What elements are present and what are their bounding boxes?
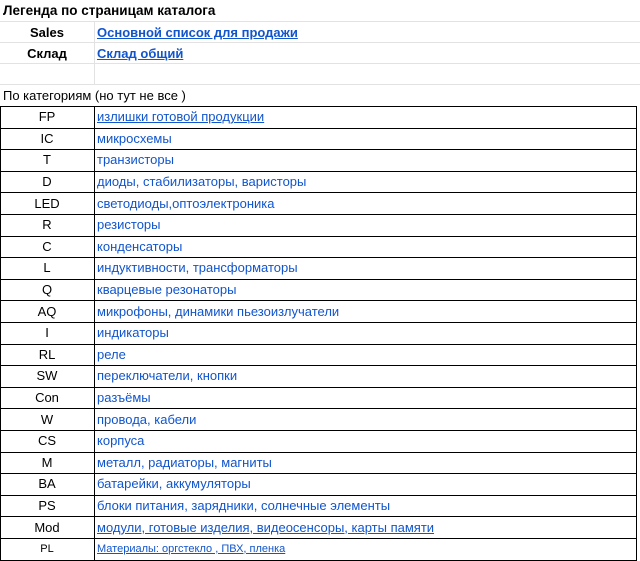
category-row <box>0 279 640 301</box>
table-border <box>0 430 637 431</box>
category-description[interactable]: Материалы: оргстекло , ПВХ, пленка <box>97 542 286 555</box>
table-border <box>0 257 637 258</box>
category-row <box>0 365 640 387</box>
table-border <box>0 538 637 539</box>
category-code: BA <box>38 476 56 492</box>
category-description[interactable]: модули, готовые изделия, видеосенсоры, карты памяти <box>97 519 435 535</box>
category-row <box>0 106 640 128</box>
table-border <box>0 214 637 215</box>
table-border <box>94 106 95 561</box>
category-code: Mod <box>34 519 60 535</box>
category-description: реле <box>97 346 126 362</box>
category-code: SW <box>36 368 58 384</box>
category-code: L <box>43 260 51 276</box>
category-row <box>0 300 640 322</box>
table-border <box>0 322 637 323</box>
header-code-sklad: Склад <box>27 46 67 61</box>
category-row <box>0 236 640 258</box>
category-code: PS <box>38 498 56 514</box>
category-row <box>0 257 640 279</box>
sklad-link[interactable]: Склад общий <box>97 46 184 61</box>
category-code: D <box>42 174 52 190</box>
table-border <box>0 192 637 193</box>
category-description: микросхемы <box>97 130 172 146</box>
page-title: Легенда по страницам каталога <box>3 3 216 18</box>
header-row-sklad[interactable] <box>0 43 640 64</box>
table-border <box>0 452 637 453</box>
table-border <box>636 106 637 561</box>
category-description: диоды, стабилизаторы, варисторы <box>97 174 307 190</box>
category-row <box>0 322 640 344</box>
category-code: LED <box>34 195 60 211</box>
category-code: IC <box>40 130 54 146</box>
table-border <box>0 279 637 280</box>
category-description: переключатели, кнопки <box>97 368 238 384</box>
category-description: корпуса <box>97 433 145 449</box>
category-description: индикаторы <box>97 325 169 341</box>
category-code: I <box>45 325 49 341</box>
category-code: PL <box>40 542 54 555</box>
category-description: провода, кабели <box>97 411 197 427</box>
category-row <box>0 516 640 538</box>
category-code: CS <box>37 433 57 449</box>
category-row <box>0 192 640 214</box>
category-description: светодиоды,оптоэлектроника <box>97 195 275 211</box>
category-description: микрофоны, динамики пьезоизлучатели <box>97 303 340 319</box>
category-row <box>0 149 640 171</box>
table-border <box>0 149 637 150</box>
header-code-sales: Sales <box>30 25 64 40</box>
category-row <box>0 344 640 366</box>
table-border <box>0 106 1 561</box>
category-code: RL <box>38 346 56 362</box>
table-border <box>0 365 637 366</box>
table-border <box>0 473 637 474</box>
category-code: AQ <box>37 303 57 319</box>
table-border <box>0 128 637 129</box>
table-border <box>0 516 637 517</box>
category-description: кварцевые резонаторы <box>97 282 237 298</box>
category-code: FP <box>38 109 56 125</box>
category-code: Con <box>35 390 59 406</box>
category-row <box>0 408 640 430</box>
table-border <box>0 106 637 107</box>
category-row <box>0 387 640 409</box>
category-row <box>0 452 640 474</box>
table-border <box>0 387 637 388</box>
category-description: металл, радиаторы, магниты <box>97 454 272 470</box>
category-row <box>0 495 640 517</box>
category-description: блоки питания, зарядники, солнечные элементы <box>97 498 391 514</box>
sales-link[interactable]: Основной список для продажи <box>97 25 298 40</box>
category-code: T <box>43 152 51 168</box>
category-row <box>0 128 640 150</box>
category-description: индуктивности, трансформаторы <box>97 260 298 276</box>
category-description: транзисторы <box>97 152 174 168</box>
category-code: Q <box>41 282 53 298</box>
category-code: W <box>40 411 54 427</box>
table-border <box>0 495 637 496</box>
table-border <box>0 171 637 172</box>
category-description: резисторы <box>97 217 161 233</box>
category-code: M <box>41 454 53 470</box>
category-row <box>0 473 640 495</box>
category-row <box>0 171 640 193</box>
category-description: батарейки, аккумуляторы <box>97 476 251 492</box>
category-description: разъёмы <box>97 390 151 406</box>
categories-label-row <box>0 85 640 106</box>
table-border <box>0 236 637 237</box>
table-border <box>0 300 637 301</box>
category-row <box>0 214 640 236</box>
category-row <box>0 430 640 452</box>
category-code: R <box>42 217 52 233</box>
category-description[interactable]: излишки готовой продукции <box>97 109 265 125</box>
table-border <box>0 408 637 409</box>
category-code: C <box>42 238 52 254</box>
categories-label: По категориям (но тут не все ) <box>3 88 186 103</box>
header-row-sales[interactable] <box>0 22 640 43</box>
title-row <box>0 0 640 21</box>
category-row <box>0 538 640 560</box>
table-border <box>0 344 637 345</box>
category-description: конденсаторы <box>97 238 183 254</box>
